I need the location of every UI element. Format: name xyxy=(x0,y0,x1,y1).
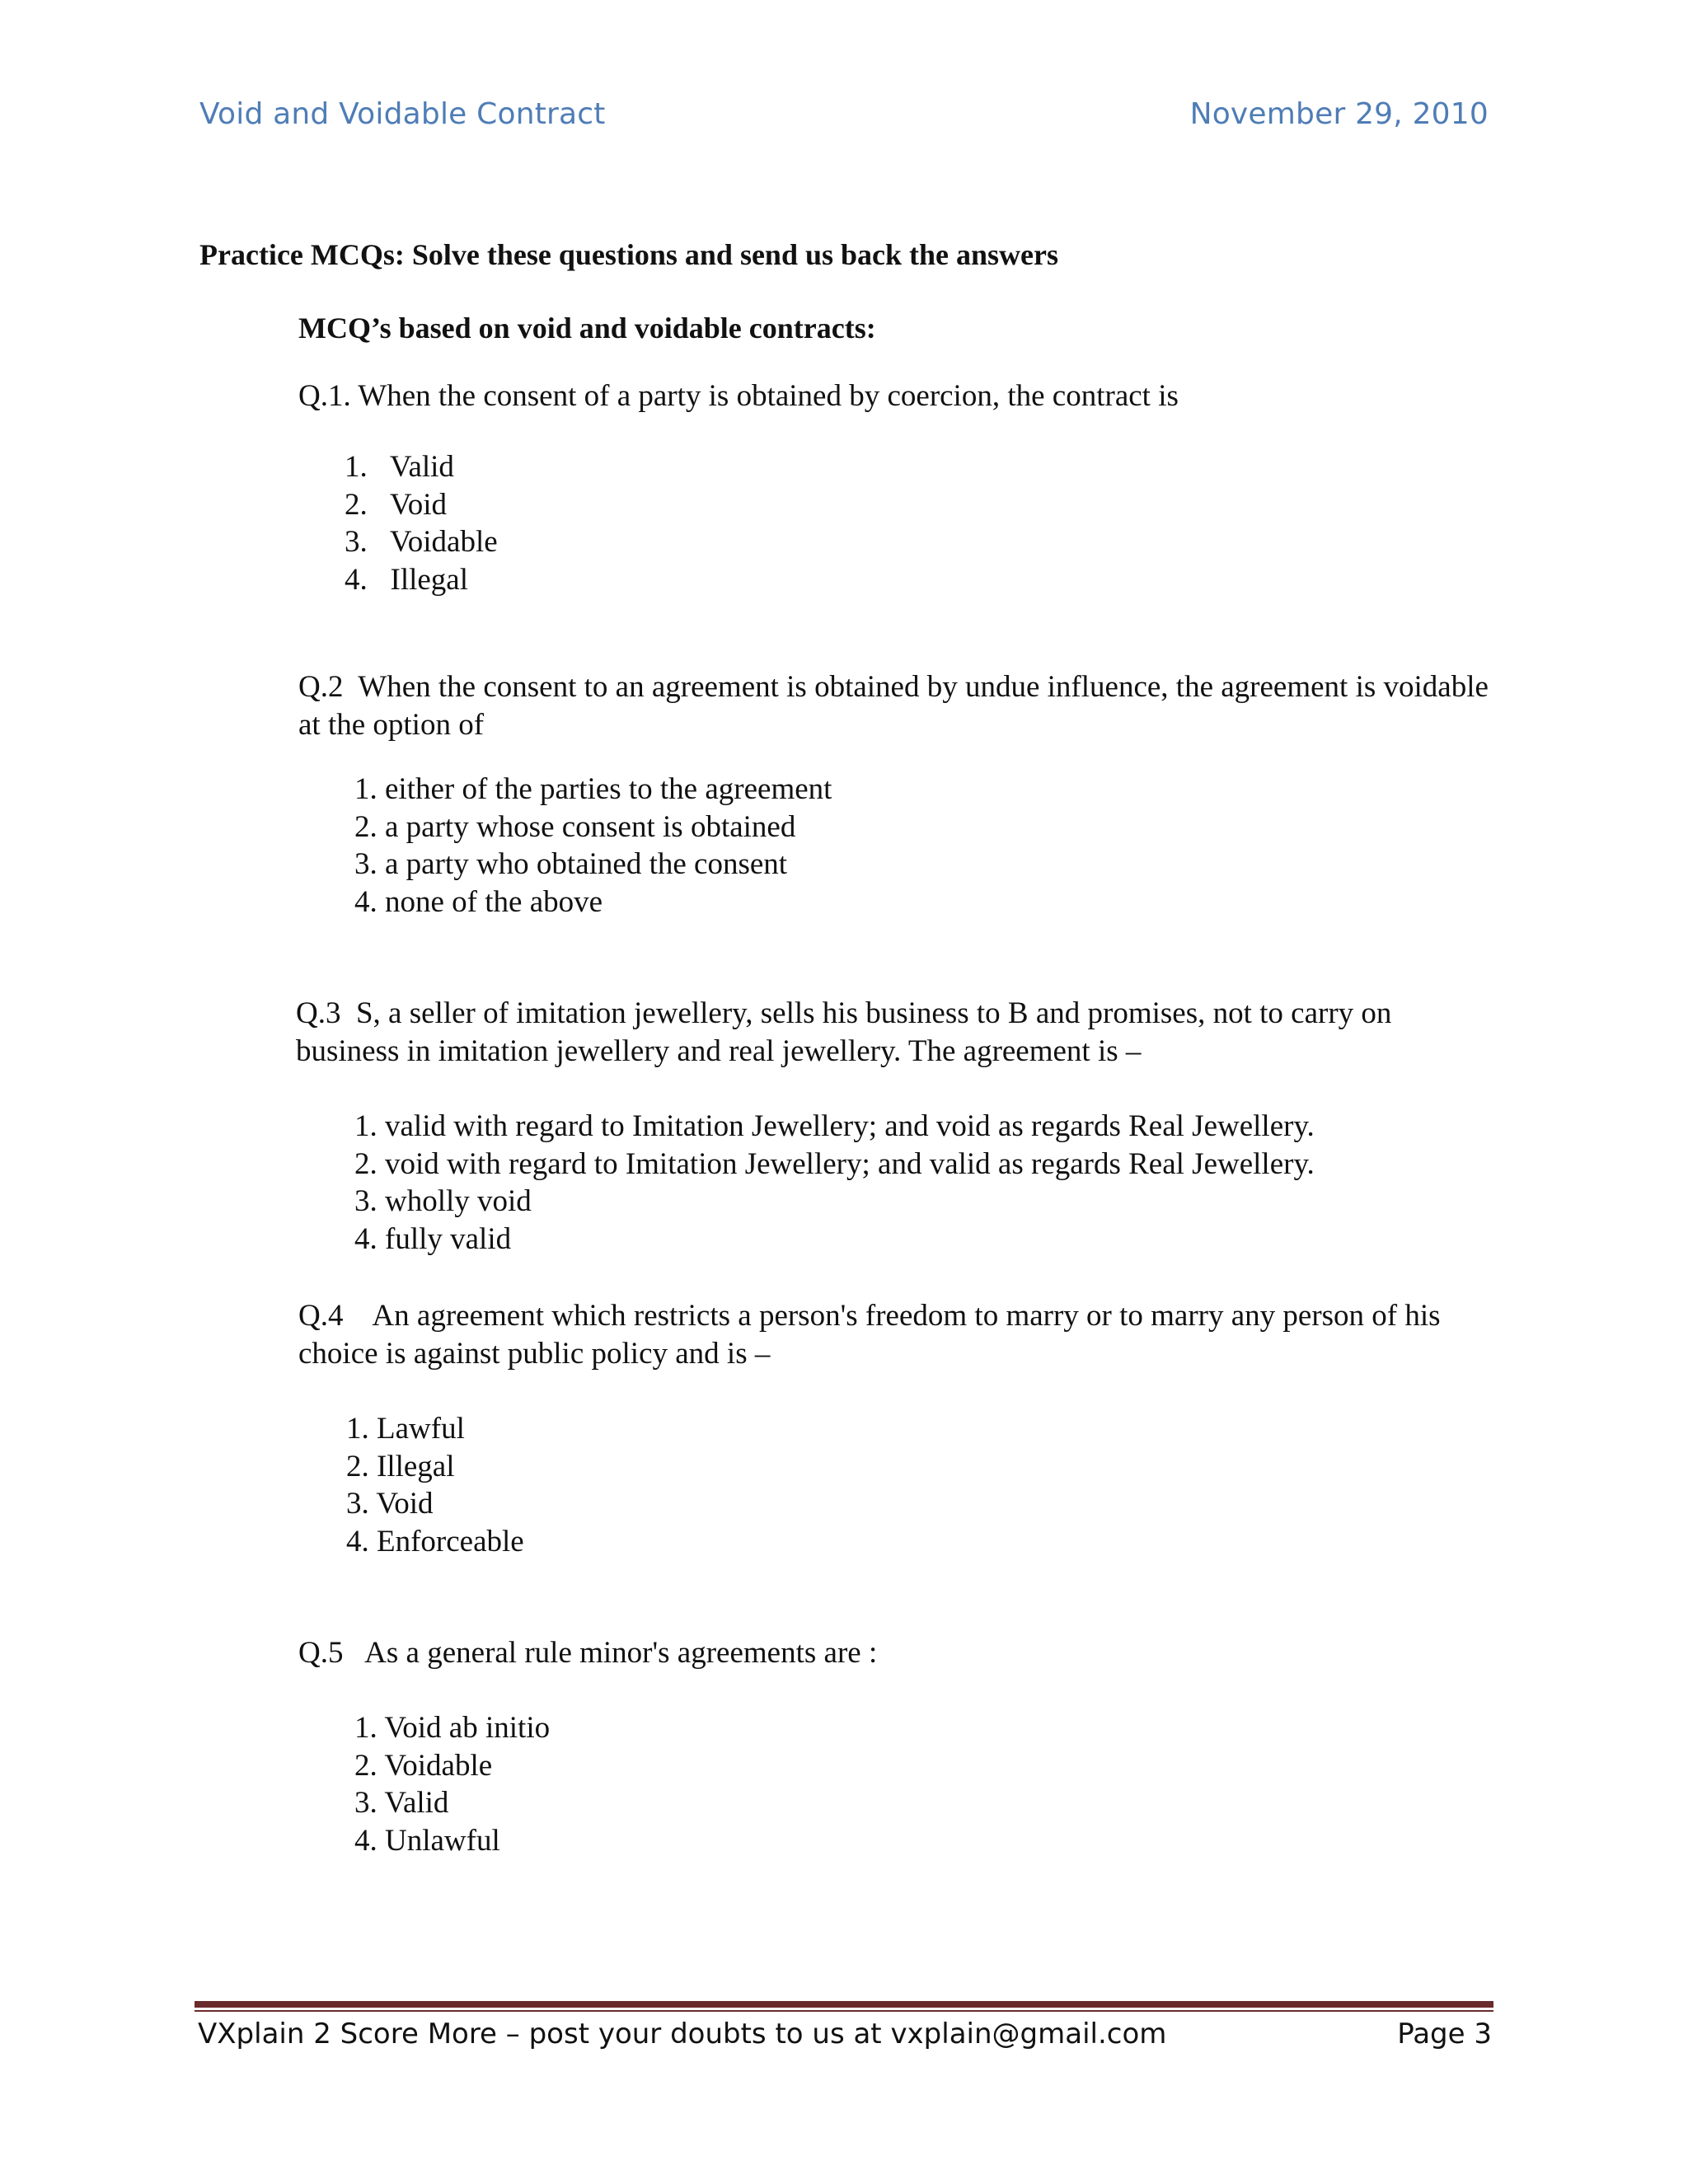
question-4-option-3: 3. Void xyxy=(346,1487,434,1521)
question-4-options xyxy=(346,1410,524,1560)
question-5-text: Q.5 As a general rule minor's agreements are : xyxy=(298,1636,878,1670)
question-1-option-3: 3. Voidable xyxy=(345,525,498,559)
question-4-option-2: 2. Illegal xyxy=(346,1449,455,1483)
question-2-option-4: 4. none of the above xyxy=(354,884,603,919)
question-2-option-2: 2. a party whose consent is obtained xyxy=(354,809,796,844)
page-heading: Practice MCQs: Solve these questions and send us back the answers xyxy=(199,238,1059,271)
question-2-option-1: 1. either of the parties to the agreement xyxy=(354,772,832,806)
question-4-option-1: 1. Lawful xyxy=(346,1412,465,1446)
question-5-option-1: 1. Void ab initio xyxy=(354,1711,551,1745)
question-1-options xyxy=(345,448,498,598)
question-3-option-4: 4. fully valid xyxy=(354,1221,512,1256)
question-1-option-1: 1. Valid xyxy=(345,450,454,484)
question-3-option-3: 3. wholly void xyxy=(354,1184,532,1218)
question-5-option-4: 4. Unlawful xyxy=(354,1823,500,1858)
question-2-option-3: 3. a party who obtained the consent xyxy=(354,847,788,881)
question-5-option-2: 2. Voidable xyxy=(354,1748,493,1783)
footer-text: VXplain 2 Score More – post your doubts to us at vxplain@gmail.com xyxy=(198,2018,1167,2050)
question-2-options xyxy=(354,771,832,921)
question-4-option-4: 4. Enforceable xyxy=(346,1524,524,1558)
question-1-option-2: 2. Void xyxy=(345,487,448,522)
footer-divider-thick xyxy=(195,2001,1493,2008)
footer-divider-thin xyxy=(195,2010,1493,2012)
page-number: Page 3 xyxy=(1397,2018,1492,2050)
question-2-text: Q.2 When the consent to an agreement is obtained by undue influence, the agreement is voidable at the option of xyxy=(298,670,1497,742)
question-1-option-4: 4. Illegal xyxy=(345,562,469,597)
section-subheading: MCQ’s based on void and voidable contracts: xyxy=(298,312,876,344)
question-3-option-2: 2. void with regard to Imitation Jewellery; and valid as regards Real Jewellery. xyxy=(354,1146,1315,1181)
header-title: Void and Voidable Contract xyxy=(199,97,606,131)
question-4-text: Q.4 An agreement which restricts a person's freedom to marry or to marry any person of his choice is against public policy and is – xyxy=(298,1299,1448,1371)
header-date: November 29, 2010 xyxy=(1189,97,1489,131)
question-5-option-3: 3. Valid xyxy=(354,1786,449,1820)
question-3-option-1: 1. valid with regard to Imitation Jewellery; and void as regards Real Jewellery. xyxy=(354,1109,1315,1143)
question-5-options xyxy=(354,1709,550,1859)
question-1-text: Q.1. When the consent of a party is obtained by coercion, the contract is xyxy=(298,379,1179,413)
question-3-text: Q.3 S, a seller of imitation jewellery, sells his business to B and promises, not to carry on business in imitation jewellery and real jewellery. The agreement is – xyxy=(296,996,1400,1068)
question-3-options xyxy=(354,1108,1315,1258)
